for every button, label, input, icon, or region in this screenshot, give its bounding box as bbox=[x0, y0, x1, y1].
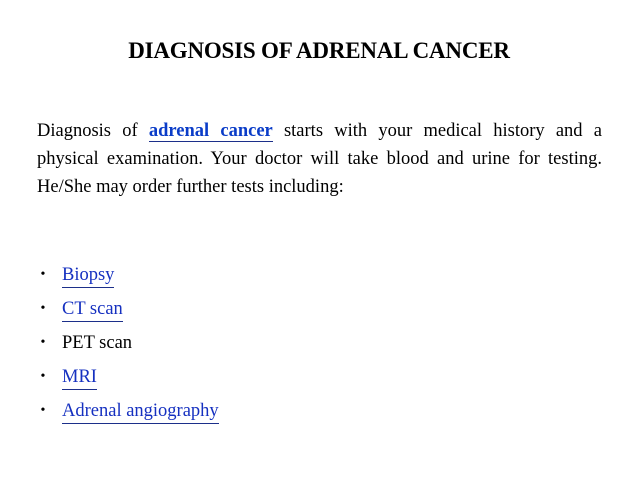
intro-text-after: starts with your medical history and a physical examination. Your doctor will take blood and urine for testing. He/She may order further tests including: bbox=[37, 121, 602, 197]
intro-text-before: Diagnosis of bbox=[37, 121, 149, 141]
list-item-pet-scan bbox=[37, 326, 219, 360]
adrenal-angiography-link[interactable]: Adrenal angiography bbox=[62, 401, 219, 424]
bullet-icon: • bbox=[40, 335, 46, 350]
mri-link[interactable]: MRI bbox=[62, 367, 97, 390]
bullet-icon: • bbox=[40, 403, 46, 418]
list-item-biopsy bbox=[37, 258, 219, 292]
slide-title: DIAGNOSIS OF ADRENAL CANCER bbox=[128, 38, 510, 63]
tests-list bbox=[37, 258, 219, 428]
pet-scan-label: PET scan bbox=[62, 333, 133, 353]
bullet-icon: • bbox=[40, 301, 46, 316]
list-item-ct-scan bbox=[37, 292, 219, 326]
ct-scan-link[interactable]: CT scan bbox=[62, 299, 123, 322]
adrenal-cancer-link[interactable]: adrenal cancer bbox=[148, 121, 273, 141]
list-item-mri bbox=[37, 360, 219, 394]
intro-paragraph bbox=[37, 117, 602, 201]
biopsy-link[interactable]: Biopsy bbox=[62, 265, 114, 288]
list-item-adrenal-angiography bbox=[37, 394, 219, 428]
bullet-icon: • bbox=[40, 267, 46, 282]
bullet-icon: • bbox=[40, 369, 46, 384]
